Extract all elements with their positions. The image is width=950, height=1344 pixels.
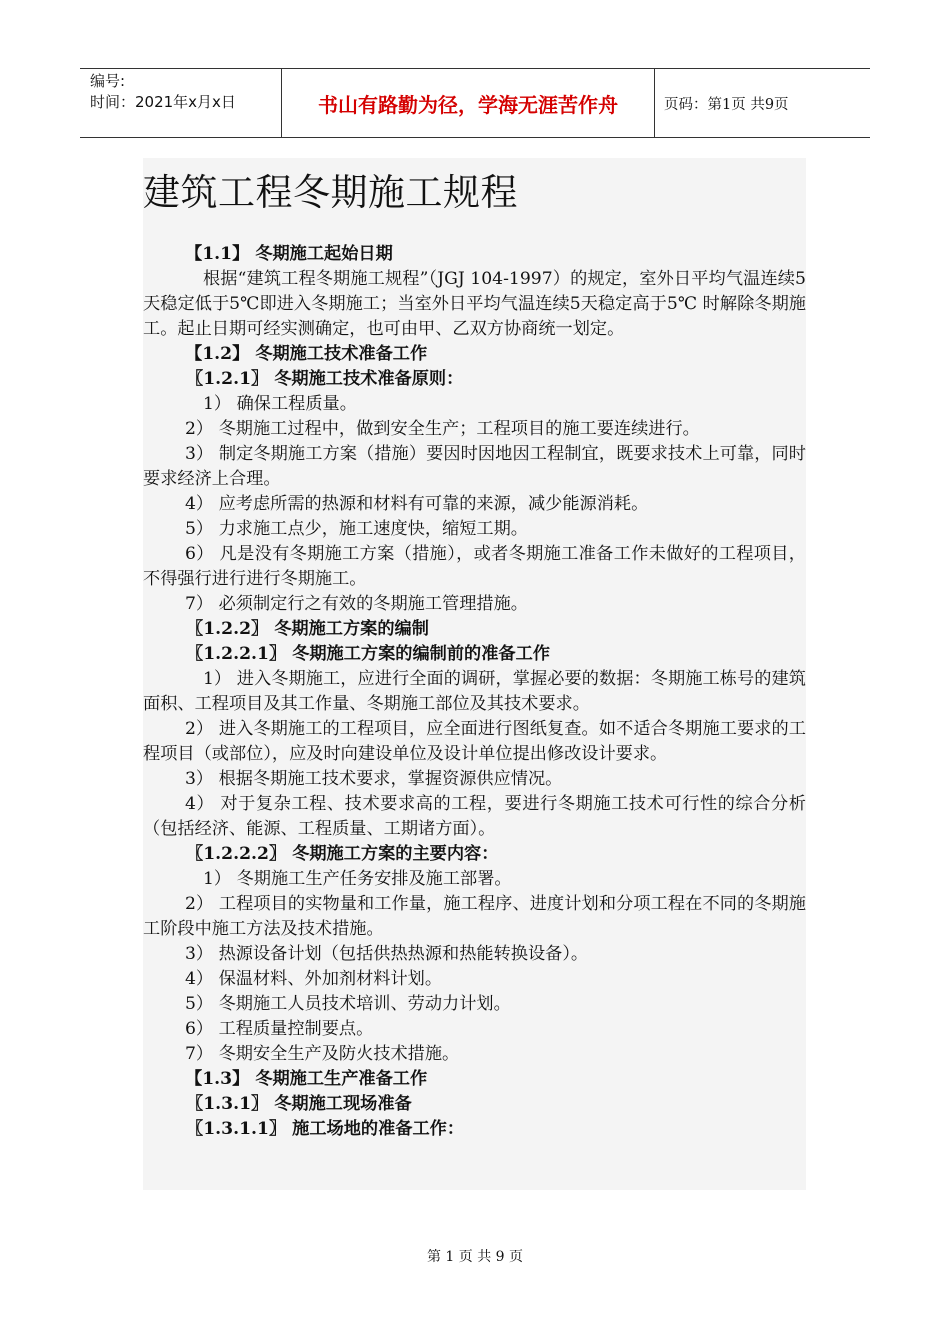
section-heading: 【1.3】 冬期施工生产准备工作 <box>185 1069 428 1089</box>
body-paragraph: 3） 热源设备计划（包括供热热源和热能转换设备）。 <box>185 944 589 964</box>
document-date: 时间：2021年x月x日 <box>90 93 236 111</box>
body-paragraph: 1） 进入冬期施工，应进行全面的调研，掌握必要的数据：冬期施工栋号的建筑面积、工程项目及其工作量、冬期施工部位及其技术要求。 <box>143 669 806 714</box>
body-paragraph: 1） 确保工程质量。 <box>203 394 357 414</box>
section-heading: 〖1.2.2.1〗 冬期施工方案的编制前的准备工作 <box>186 644 550 664</box>
body-paragraph: 6） 凡是没有冬期施工方案（措施），或者冬期施工准备工作未做好的工程项目，不得强行进行进行冬期施工。 <box>143 544 806 589</box>
header-motto: 书山有路勤为径，学海无涯苦作舟 <box>282 69 655 137</box>
section-heading: 〖1.2.2.2〗 冬期施工方案的主要内容： <box>186 844 499 864</box>
body-paragraph: 2） 冬期施工过程中，做到安全生产；工程项目的施工要连续进行。 <box>185 419 700 439</box>
body-paragraph: 2） 进入冬期施工的工程项目，应全面进行图纸复查。如不适合冬期施工要求的工程项目（或部位），应及时向建设单位及设计单位提出修改设计要求。 <box>143 719 806 764</box>
body-paragraph: 3） 根据冬期施工技术要求，掌握资源供应情况。 <box>185 769 563 789</box>
body-paragraph: 5） 冬期施工人员技术培训、劳动力计划。 <box>185 994 511 1014</box>
document-body <box>143 242 806 1142</box>
section-heading: 〖1.2.1〗 冬期施工技术准备原则： <box>186 369 464 389</box>
header-page-info: 页码：第1页 共9页 <box>664 96 789 113</box>
header-meta <box>80 69 282 137</box>
body-paragraph: 7） 冬期安全生产及防火技术措施。 <box>185 1044 460 1064</box>
body-paragraph: 4） 应考虑所需的热源和材料有可靠的来源，减少能源消耗。 <box>185 494 649 514</box>
section-heading: 【1.1】 冬期施工起始日期 <box>185 244 393 264</box>
section-heading: 〖1.3.1.1〗 施工场地的准备工作： <box>186 1119 465 1139</box>
page-footer: 第 1 页 共 9 页 <box>426 1249 524 1265</box>
section-heading: 〖1.3.1〗 冬期施工现场准备 <box>186 1094 412 1114</box>
body-paragraph: 3） 制定冬期施工方案（措施）要因时因地因工程制宜，既要求技术上可靠，同时要求经济上合理。 <box>143 444 806 489</box>
body-paragraph: 2） 工程项目的实物量和工作量，施工程序、进度计划和分项工程在不同的冬期施工阶段中施工方法及技术措施。 <box>143 894 806 939</box>
page-header <box>80 68 870 138</box>
body-paragraph: 根据“建筑工程冬期施工规程”（JGJ 104-1997）的规定，室外日平均气温连续5天稳定低于5℃即进入冬期施工；当室外日平均气温连续5天稳定高于5℃ 时解除冬期施工。起止日期可经实测确定，也可由甲、乙双方协商统一划定。 <box>143 269 806 339</box>
body-paragraph: 7） 必须制定行之有效的冬期施工管理措施。 <box>185 594 528 614</box>
section-heading: 【1.2】 冬期施工技术准备工作 <box>185 344 428 364</box>
document-title: 建筑工程冬期施工规程 <box>143 171 518 214</box>
body-paragraph: 1） 冬期施工生产任务安排及施工部署。 <box>203 869 512 889</box>
section-heading: 〖1.2.2〗 冬期施工方案的编制 <box>186 619 429 639</box>
document-number-label: 编号: <box>90 72 126 90</box>
body-paragraph: 5） 力求施工点少，施工速度快，缩短工期。 <box>185 519 528 539</box>
body-paragraph: 6） 工程质量控制要点。 <box>185 1019 374 1039</box>
body-paragraph: 4） 保温材料、外加剂材料计划。 <box>185 969 443 989</box>
body-paragraph: 4） 对于复杂工程、技术要求高的工程，要进行冬期施工技术可行性的综合分析（包括经济、能源、工程质量、工期诸方面）。 <box>143 794 806 839</box>
